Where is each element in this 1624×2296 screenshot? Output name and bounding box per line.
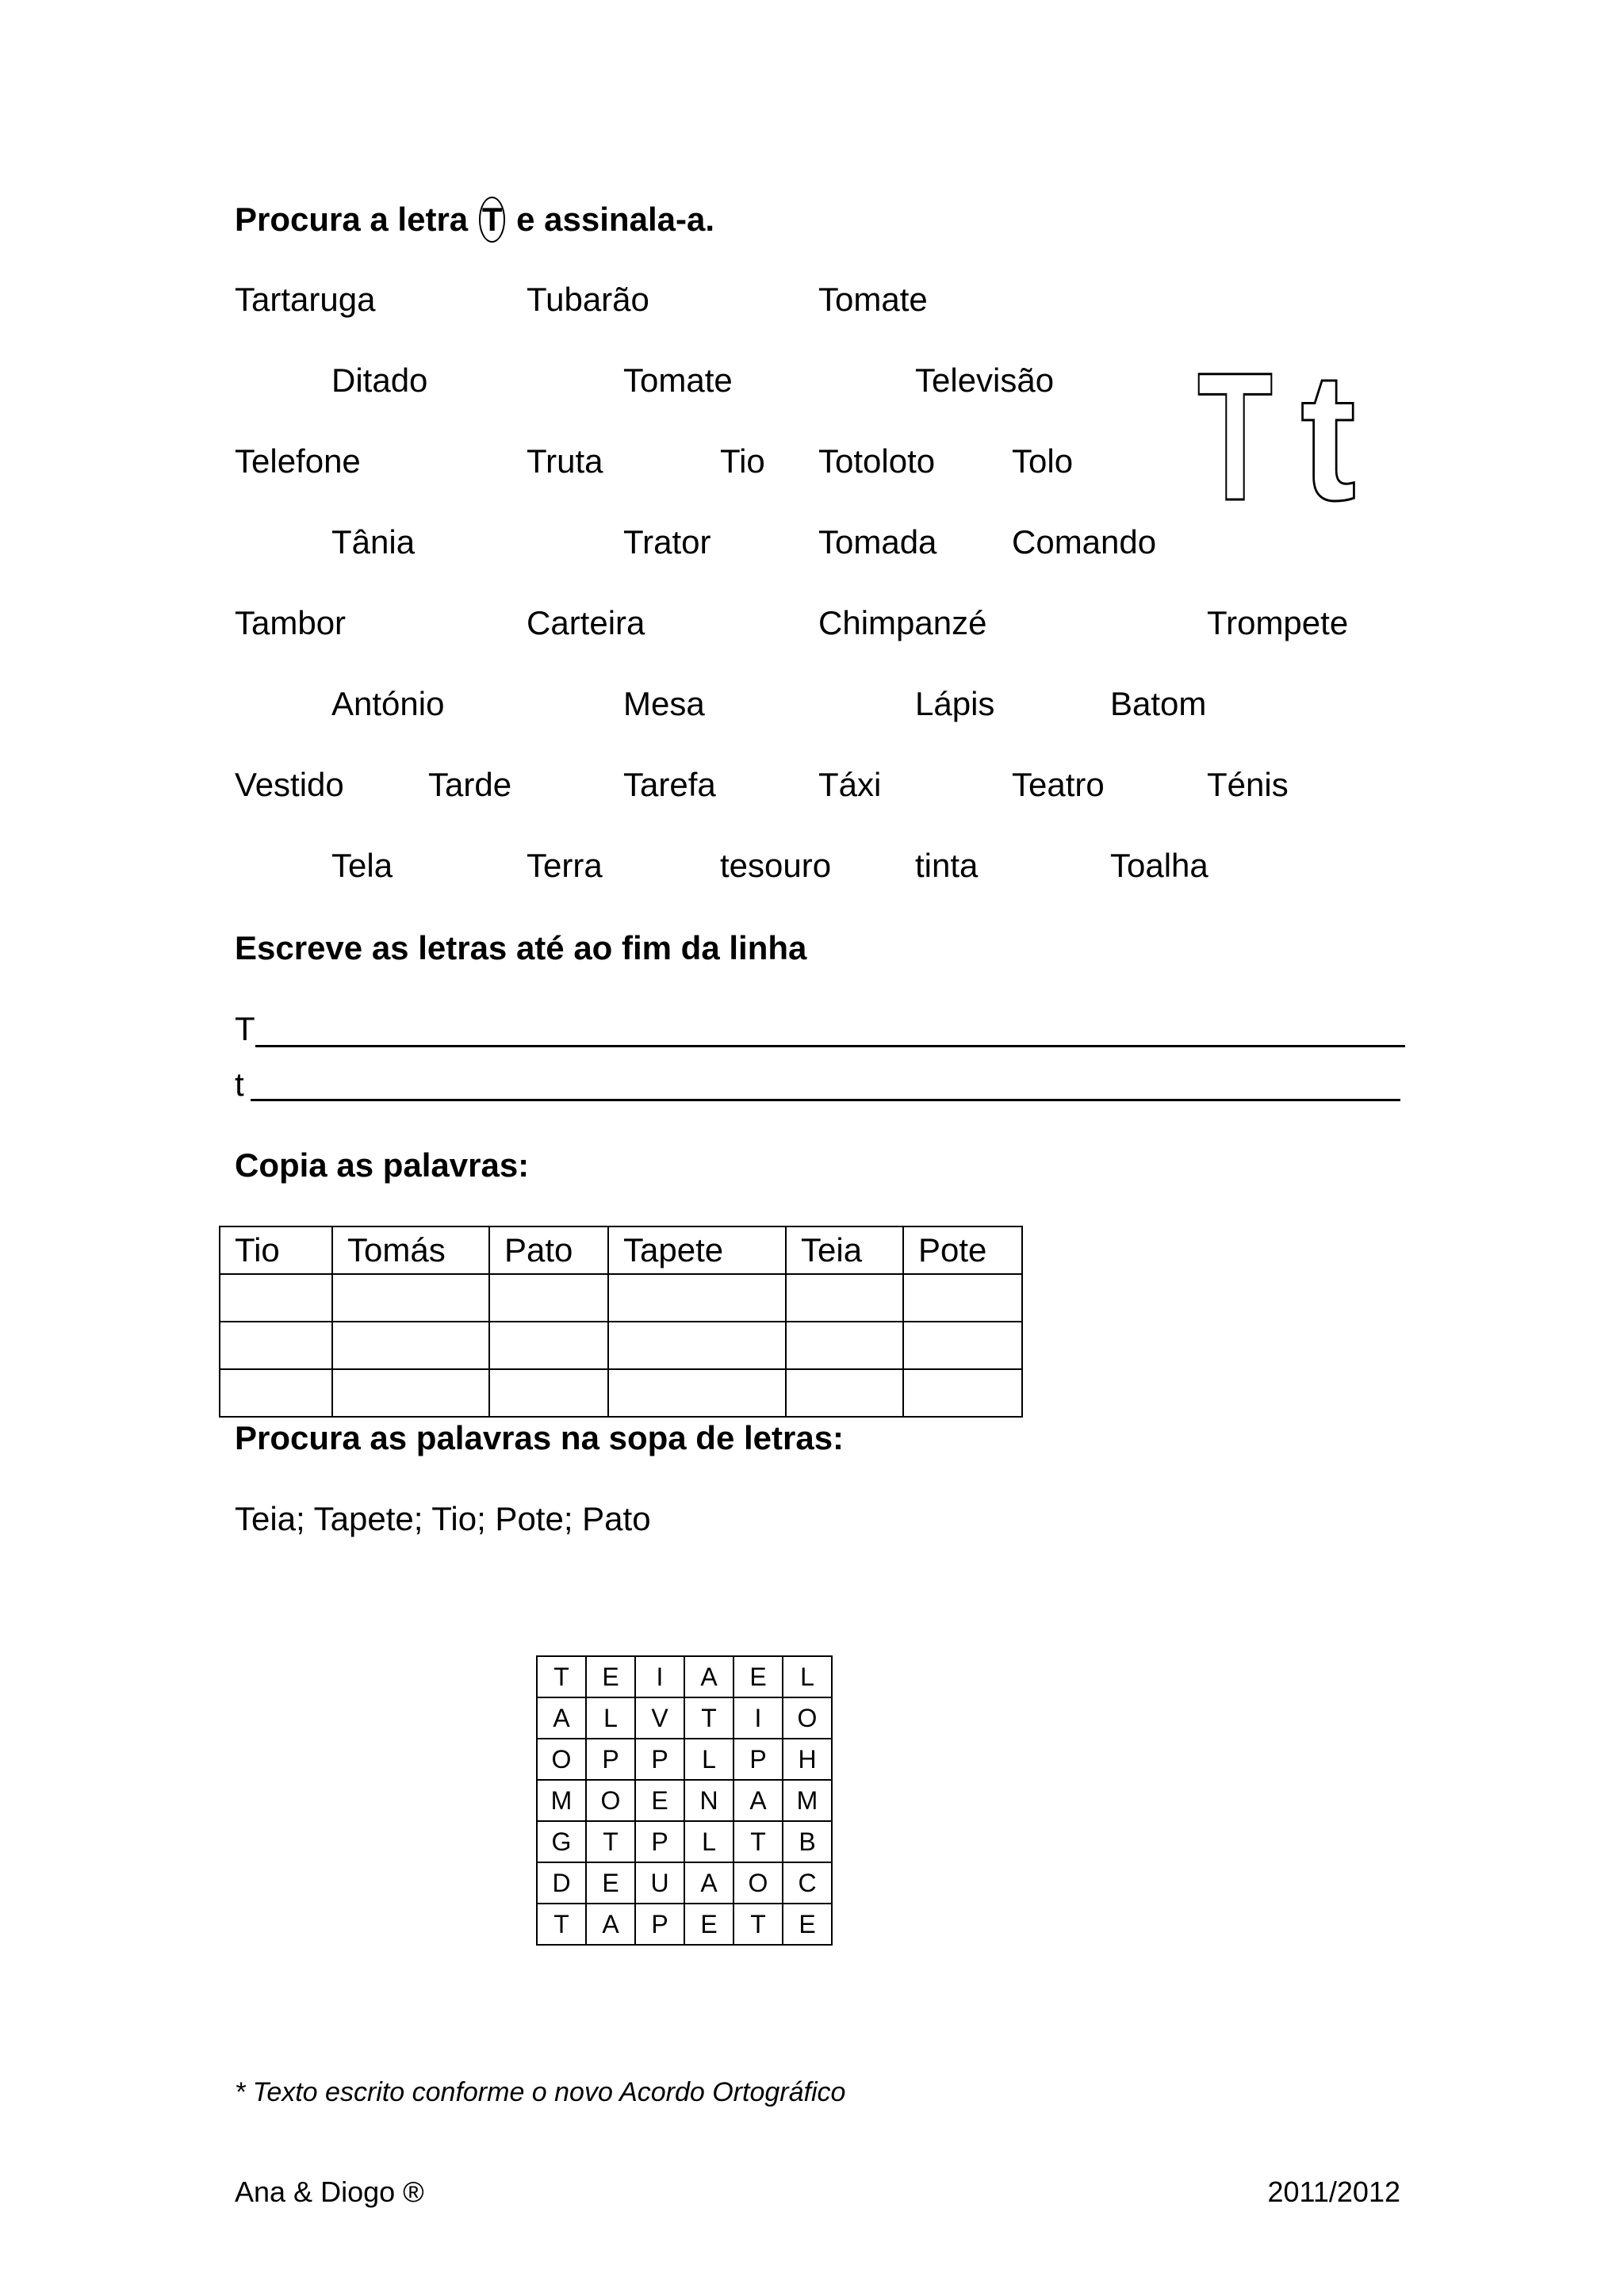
grid-cell[interactable]: T [586, 1821, 635, 1862]
grid-cell[interactable]: T [733, 1821, 783, 1862]
grid-cell[interactable]: M [537, 1780, 586, 1821]
word-search-grid [536, 1655, 833, 1946]
circled-letter: T [479, 197, 506, 243]
writing-line-upper[interactable] [255, 1045, 1405, 1047]
word: Ditado [331, 362, 428, 399]
word: Comando [1012, 523, 1157, 561]
grid-cell[interactable]: L [586, 1697, 635, 1739]
grid-row [537, 1821, 832, 1862]
grid-cell[interactable]: M [783, 1780, 832, 1821]
grid-cell[interactable]: P [635, 1739, 684, 1780]
table-cell-empty[interactable] [489, 1369, 608, 1417]
big-letters-graphic [1189, 341, 1380, 507]
grid-cell[interactable]: A [537, 1697, 586, 1739]
word: tinta [915, 847, 979, 884]
grid-row [537, 1739, 832, 1780]
grid-cell[interactable]: O [733, 1862, 783, 1904]
big-letter-lowercase: t [1300, 341, 1356, 507]
footer-year: 2011/2012 [1267, 2175, 1400, 2208]
grid-cell[interactable]: T [537, 1904, 586, 1945]
table-cell-word: Tapete [608, 1226, 786, 1274]
table-cell-word: Tomás [332, 1226, 489, 1274]
word: Tomate [818, 281, 928, 318]
section-title-word-search: Procura as palavras na sopa de letras: [235, 1419, 845, 1456]
table-cell-empty[interactable] [903, 1274, 1022, 1322]
word: Táxi [818, 766, 882, 803]
grid-cell[interactable]: B [783, 1821, 832, 1862]
grid-row [537, 1904, 832, 1945]
grid-cell[interactable]: E [586, 1862, 635, 1904]
table-cell-word: Pato [489, 1226, 608, 1274]
grid-cell[interactable]: T [537, 1656, 586, 1697]
table-row [220, 1322, 1022, 1369]
table-cell-empty[interactable] [608, 1369, 786, 1417]
word: Tarefa [623, 766, 716, 803]
table-cell-empty[interactable] [332, 1369, 489, 1417]
grid-cell[interactable]: P [635, 1821, 684, 1862]
word: Tambor [235, 604, 347, 641]
word: Batom [1110, 685, 1207, 722]
table-cell-empty[interactable] [332, 1274, 489, 1322]
word: Terra [527, 847, 603, 884]
grid-cell[interactable]: I [635, 1656, 684, 1697]
table-cell-empty[interactable] [903, 1369, 1022, 1417]
grid-cell[interactable]: E [783, 1904, 832, 1945]
title-text-before: Procura a letra [235, 201, 469, 238]
table-cell-empty[interactable] [489, 1322, 608, 1369]
grid-cell[interactable]: U [635, 1862, 684, 1904]
line-letter-upper: T [235, 1010, 255, 1047]
word: Tubarão [527, 281, 649, 318]
table-cell-word: Teia [786, 1226, 903, 1274]
word-search-list: Teia; Tapete; Tio; Pote; Pato [235, 1500, 651, 1537]
word: Televisão [915, 362, 1055, 399]
table-cell-empty[interactable] [786, 1322, 903, 1369]
word: Tomate [623, 362, 733, 399]
word: Telefone [235, 442, 361, 480]
word: tesouro [720, 847, 832, 884]
grid-cell[interactable]: A [586, 1904, 635, 1945]
word: Carteira [527, 604, 645, 641]
grid-cell[interactable]: E [733, 1656, 783, 1697]
grid-cell[interactable]: T [733, 1904, 783, 1945]
table-cell-word: Pote [903, 1226, 1022, 1274]
grid-cell[interactable]: E [635, 1780, 684, 1821]
word: Teatro [1012, 766, 1105, 803]
table-cell-empty[interactable] [608, 1274, 786, 1322]
grid-cell[interactable]: O [783, 1697, 832, 1739]
word: Totoloto [818, 442, 936, 480]
table-cell-empty[interactable] [786, 1369, 903, 1417]
title-text-after: e assinala-a. [516, 201, 714, 238]
table-cell-empty[interactable] [608, 1322, 786, 1369]
table-row [220, 1274, 1022, 1322]
word: Tânia [331, 523, 416, 561]
grid-cell[interactable]: L [684, 1821, 733, 1862]
grid-cell[interactable]: E [684, 1904, 733, 1945]
grid-cell[interactable]: D [537, 1862, 586, 1904]
grid-row [537, 1780, 832, 1821]
section-title-find-letter [235, 197, 714, 243]
table-cell-word: Tio [220, 1226, 332, 1274]
grid-cell[interactable]: O [586, 1780, 635, 1821]
line-letter-lower: t [235, 1066, 244, 1103]
grid-cell[interactable]: P [586, 1739, 635, 1780]
copy-words-table [219, 1226, 1023, 1418]
grid-cell[interactable]: A [684, 1656, 733, 1697]
grid-cell[interactable]: I [733, 1697, 783, 1739]
table-cell-empty[interactable] [220, 1274, 332, 1322]
grid-cell[interactable]: H [783, 1739, 832, 1780]
table-cell-empty[interactable] [332, 1322, 489, 1369]
section-title-copy-words: Copia as palavras: [235, 1146, 530, 1184]
grid-cell[interactable]: A [684, 1862, 733, 1904]
grid-row [537, 1862, 832, 1904]
table-cell-empty[interactable] [220, 1322, 332, 1369]
word: Lápis [915, 685, 995, 722]
grid-cell[interactable]: E [586, 1656, 635, 1697]
word: António [331, 685, 445, 722]
grid-cell[interactable]: P [635, 1904, 684, 1945]
grid-cell[interactable]: L [684, 1739, 733, 1780]
footer-note: * Texto escrito conforme o novo Acordo Ortográfico [235, 2077, 846, 2107]
word: Tarde [428, 766, 512, 803]
word: Mesa [623, 685, 705, 722]
grid-cell[interactable]: G [537, 1821, 586, 1862]
word: Truta [527, 442, 603, 480]
table-row [220, 1369, 1022, 1417]
big-letter-uppercase: T [1197, 341, 1273, 507]
footer-author: Ana & Diogo ® [235, 2175, 424, 2208]
grid-row [537, 1697, 832, 1739]
word: Trompete [1207, 604, 1349, 641]
table-header-row [220, 1226, 1022, 1274]
word: Tolo [1012, 442, 1074, 480]
table-cell-empty[interactable] [220, 1369, 332, 1417]
grid-cell[interactable]: A [733, 1780, 783, 1821]
grid-cell[interactable]: T [684, 1697, 733, 1739]
word: Vestido [235, 766, 344, 803]
grid-cell[interactable]: N [684, 1780, 733, 1821]
grid-cell[interactable]: L [783, 1656, 832, 1697]
table-cell-empty[interactable] [903, 1322, 1022, 1369]
grid-cell[interactable]: P [733, 1739, 783, 1780]
table-cell-empty[interactable] [786, 1274, 903, 1322]
grid-cell[interactable]: O [537, 1739, 586, 1780]
grid-cell[interactable]: C [783, 1862, 832, 1904]
word: Trator [623, 523, 711, 561]
word: Tela [331, 847, 393, 884]
grid-cell[interactable]: V [635, 1697, 684, 1739]
section-title-write-letters: Escreve as letras até ao fim da linha [235, 929, 807, 966]
word: Ténis [1207, 766, 1289, 803]
table-cell-empty[interactable] [489, 1274, 608, 1322]
word: Toalha [1110, 847, 1208, 884]
writing-line-lower[interactable] [251, 1099, 1400, 1101]
word: Chimpanzé [818, 604, 987, 641]
grid-row [537, 1656, 832, 1697]
word: Tartaruga [235, 281, 376, 318]
word: Tio [720, 442, 765, 480]
word: Tomada [818, 523, 937, 561]
